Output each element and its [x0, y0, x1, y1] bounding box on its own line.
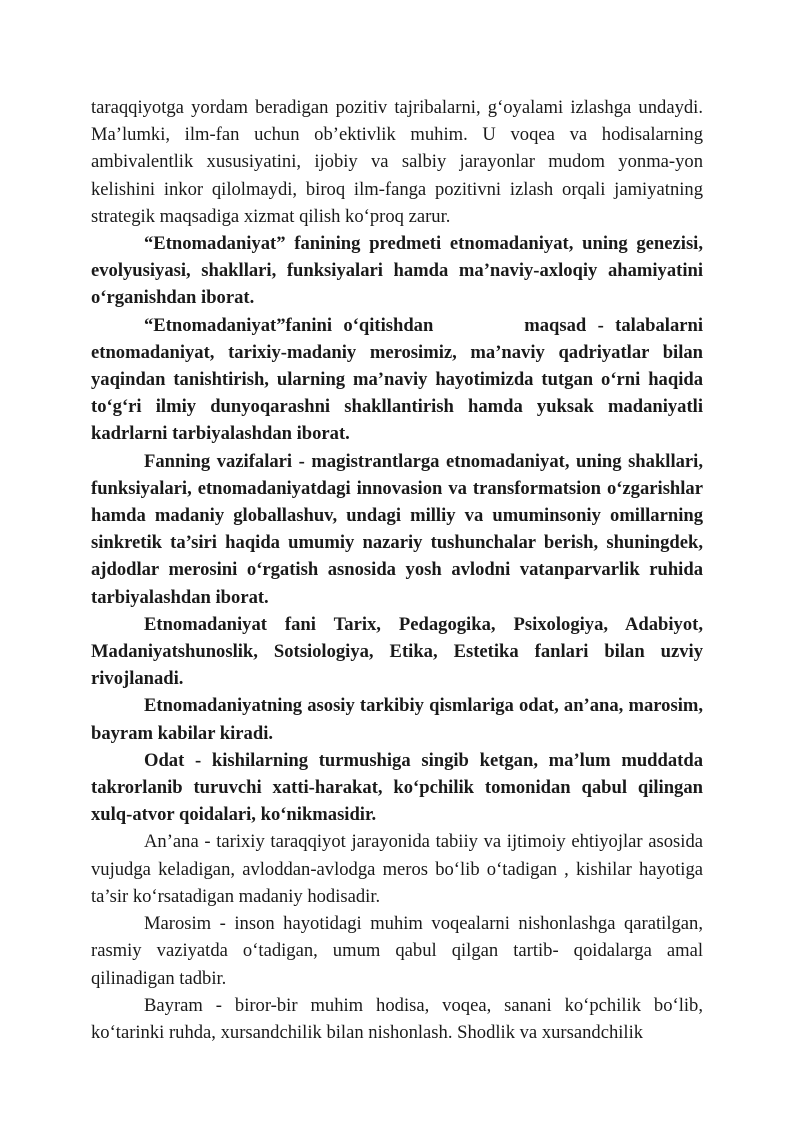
paragraph-anana-definition: An’ana - tarixiy taraqqiyot jarayonida tabiiy va ijtimoiy ehtiyojlar asosida vujudga keladigan, avloddan-avlodga meros bo‘lib o‘tadigan , kishilar hayotiga ta’sir ko‘rsatadigan madaniy hodisadir. [91, 831, 703, 907]
paragraph-tasks: Fanning vazifalari - magistrantlarga etnomadaniyat, uning shakllari, funksiyalari, etnomadaniyatdagi innovasion va transformatsion o‘zgarishlar hamda madaniy globallashuv, undagi milliy va umuminsoniy omillarning sinkretik ta’siri haqida umumiy nazariy tushunchalar berish, shuningdek, ajdodlar merosini o‘rgatish asnosida yosh avlodni vatanparvarlik ruhida tarbiyalashdan iborat. [91, 450, 703, 608]
paragraph-components: Etnomadaniyatning asosiy tarkibiy qismlariga odat, an’ana, marosim, bayram kabilar kiradi. [91, 695, 703, 744]
paragraph-marosim-definition: Marosim - inson hayotidagi muhim voqealarni nishonlashga qaratilgan, rasmiy vaziyatda o‘tadigan, umum qabul qilgan tartib- qoidalarga amal qilinadigan tadbir. [91, 913, 703, 989]
paragraph-related-disciplines: Etnomadaniyat fani Tarix, Pedagogika, Psixologiya, Adabiyot, Madaniyatshunoslik, Sotsiologiya, Etika, Estetika fanlari bilan uzviy rivojlanadi. [91, 613, 703, 690]
paragraph-intro-continuation: taraqqiyotga yordam beradigan pozitiv tajribalarni, g‘oyalami izlashga undaydi. Ma’lumki, ilm-fan uchun ob’ektivlik muhim. U voqea va hodisalarning ambivalentlik xususiyatini, ijobiy va salbiy jarayonlar mudom yonma-yon kelishini inkor qilolmaydi, biroq ilm-fanga pozitivni izlash orqali jamiyatning strategik maqsadiga xizmat qilish ko‘proq zarur. [91, 97, 703, 227]
paragraph-odat-definition: Odat - kishilarning turmushiga singib ketgan, ma’lum muddatda takrorlanib turuvchi xatti-harakat, ko‘pchilik tomonidan qabul qilingan xulq-atvor qoidalari, ko‘nikmasidir. [91, 749, 703, 826]
paragraph-goal: “Etnomadaniyat”fanini o‘qitishdan maqsad - talabalarni etnomadaniyat, tarixiy-madaniy merosimiz, ma’naviy qadriyatlar bilan yaqindan tanishtirish, ularning ma’naviy hayotimizda tutgan o‘rni haqida to‘g‘ri ilmiy dunyoqarashni shakllantirish hamda yuksak madaniyatli kadrlarni tarbiyalashdan iborat. [91, 314, 708, 445]
paragraph-subject: “Etnomadaniyat” fanining predmeti etnomadaniyat, uning genezisi, evolyusiyasi, shakllari, funksiyalari hamda ma’naviy-axloqiy ahamiyatini o‘rganishdan iborat. [91, 233, 703, 309]
paragraph-bayram-definition: Bayram - biror-bir muhim hodisa, voqea, sanani ko‘pchilik bo‘lib, ko‘tarinki ruhda, xursandchilik bilan nishonlash. Shodlik va xursandchilik [91, 994, 703, 1043]
document-page [91, 94, 708, 1046]
